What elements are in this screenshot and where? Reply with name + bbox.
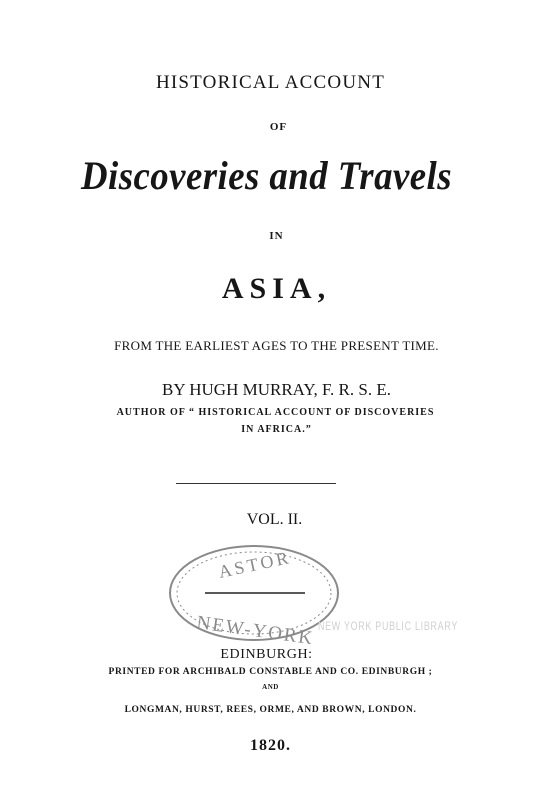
title-period: FROM THE EARLIEST AGES TO THE PRESENT TIME. xyxy=(114,338,439,353)
imprint-london-publishers: LONGMAN, HURST, REES, ORME, AND BROWN, LONDON. xyxy=(124,705,417,715)
volume-label: VOL. II. xyxy=(246,511,303,528)
imprint-and: AND xyxy=(262,683,279,691)
author-credit-line-2: IN AFRICA.” xyxy=(241,424,312,435)
library-stamp-top-text: ASTOR xyxy=(216,547,293,582)
title-place: ASIA, xyxy=(221,272,332,305)
author-byline: BY HUGH MURRAY, F. R. S. E. xyxy=(162,380,391,399)
main-title: Discoveries and Travels xyxy=(80,153,453,198)
title-of: OF xyxy=(269,121,288,133)
imprint-city: EDINBURGH: xyxy=(220,647,313,662)
library-stamp-bottom-text: NEW-YORK xyxy=(195,612,316,650)
author-credit-line-1: AUTHOR OF “ HISTORICAL ACCOUNT OF DISCOVERIES xyxy=(116,407,435,418)
library-stamp-side-text: NEW YORK PUBLIC LIBRARY xyxy=(318,619,458,633)
imprint-year: 1820. xyxy=(250,737,291,754)
divider-rule xyxy=(176,483,336,484)
library-stamp-oval xyxy=(170,546,338,640)
title-in: IN xyxy=(269,230,284,242)
title-line-1: HISTORICAL ACCOUNT xyxy=(155,72,386,93)
imprint-printed-for: PRINTED FOR ARCHIBALD CONSTABLE AND CO. EDINBURGH ; xyxy=(108,667,433,677)
